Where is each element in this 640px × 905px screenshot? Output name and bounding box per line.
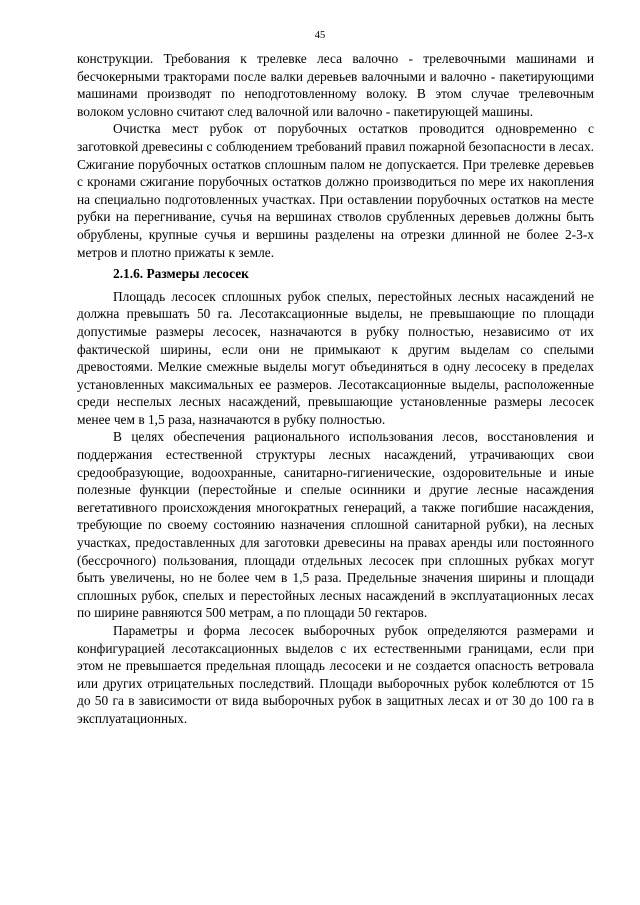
paragraph: Площадь лесосек сплошных рубок спелых, перестойных лесных насаждений не должна превышать 50 га. Лесотаксационные выделы, не превышающие по площади допустимые размеры лесосек, назначаются в рубку полностью, независимо от их фактической ширины, если они не примыкают к другим выделам со спелыми древостоями. Мелкие смежные выделы могут объединяться в одну лесосеку в пределах установленных максимальных ее размеров. Лесотаксационные выделы, расположенные среди неспелых лесных насаждений, превышающие установленные размеры лесосек менее чем в 1,5 раза, назначаются в рубку полностью. [77, 288, 594, 427]
paragraph: В целях обеспечения рационального использования лесов, восстановления и поддержания естественной структуры лесных насаждений, утрачивающих свои средообразующие, водоохранные, санитарно-гигиенические, оздоровительные и иные полезные функции (перестойные и спелые осинники и другие лесные насаждения вегетативного происхождения многократных генераций, а также погибшие насаждения, требующие по своему состоянию назначения сплошной санитарной рубки), на лесных участках, предоставленных для заготовки древесины на правах аренды или постоянного (бессрочного) пользования, площади отдельных лесосек при сплошных рубках могут быть увеличены, но не более чем в 1,5 раза. Предельные значения ширины и площади сплошных рубок, спелых и перестойных лесных насаждений в эксплуатационных лесах по ширине равняются 500 метрам, а по площади 50 гектаров. [77, 429, 594, 621]
section-heading: 2.1.6. Размеры лесосек [113, 266, 249, 282]
paragraphs-after-heading [77, 288, 594, 728]
paragraph: конструкции. Требования к трелевке леса валочно - трелевочными машинами и бесчокерными тракторами после валки деревьев валочными и валочно - пакетирующими машинами производят по неподготовленному волоку. В этом случае трелевочным волоком условно считают след валочной или валочно - пакетирующей машины. [77, 51, 594, 119]
paragraphs-before-heading [77, 50, 594, 261]
paragraph: Очистка мест рубок от порубочных остатков проводится одновременно с заготовкой древесины с соблюдением требований правил пожарной безопасности в лесах. Сжигание порубочных остатков сплошным палом не допускается. При трелевке деревьев с кронами сжигание порубочных остатков должно производиться по мере их накопления на специально подготовленных участках. При оставлении порубочных остатков на месте рубки на перегнивание, сучья на вершинах стволов срубленных деревьев должны быть обрублены, крупные сучья и вершины разделены на отрезки длинной не более 2-3-х метров и плотно прижаты к земле. [77, 121, 594, 260]
page-content [77, 50, 594, 728]
paragraph: Параметры и форма лесосек выборочных рубок определяются размерами и конфигурацией лесотаксационных выделов с их естественными границами, если при этом не превышается предельная площадь лесосеки и не создается опасность ветровала или других отрицательных последствий. Площади выборочных рубок колеблются от 15 до 50 га в зависимости от вида выборочных рубок в защитных лесах и от 30 до 100 га в эксплуатационных. [77, 623, 594, 726]
page-number: 45 [314, 30, 326, 41]
